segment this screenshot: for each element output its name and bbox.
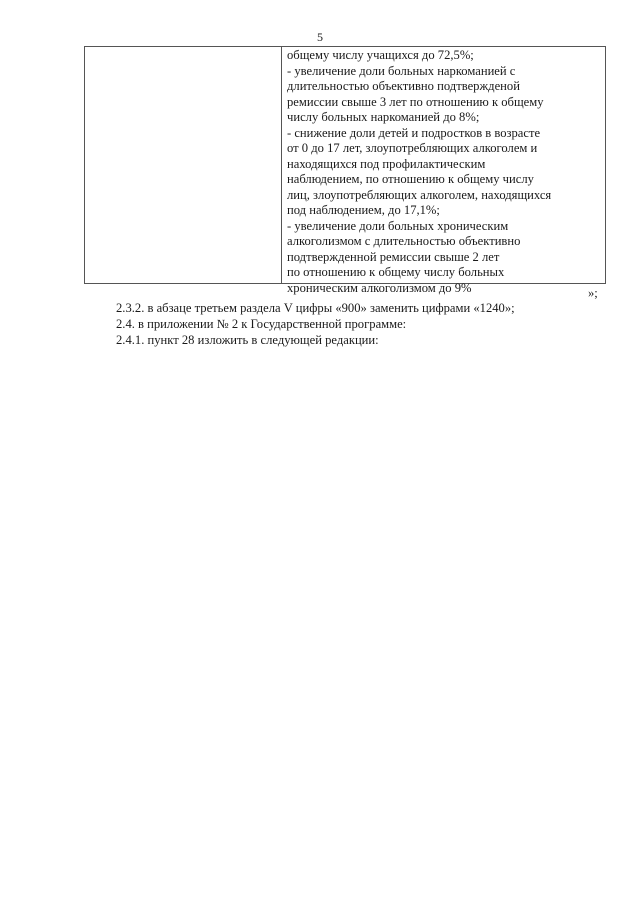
table-text-line: по отношению к общему числу больных (287, 265, 505, 279)
program-table (84, 46, 606, 295)
page-number: 5 (317, 30, 323, 44)
table-text-line: подтвержденной ремиссии свыше 2 лет (287, 249, 500, 264)
table-text-line: ремиссии свыше 3 лет по отношению к общему (287, 94, 544, 109)
table-right-cell (287, 48, 605, 296)
table-text-line: находящихся под профилактическим (287, 156, 486, 171)
table-column-divider (281, 47, 282, 283)
table-text-line: алкоголизмом с длительностью объективно (287, 234, 521, 248)
closing-quote: »; (588, 286, 598, 300)
table-text-line: хроническим алкоголизмом до 9% (287, 280, 472, 295)
table-text-line: числу больных наркоманией до 8%; (287, 110, 480, 124)
table-text-line: длительностью объективно подтвержденой (287, 79, 520, 93)
table-text-line: от 0 до 17 лет, злоупотребляющих алкоголем и (287, 141, 538, 155)
table-text-line: под наблюдением, до 17,1%; (287, 203, 440, 217)
paragraph-2-4: 2.4. в приложении № 2 к Государственной программе: (116, 317, 407, 331)
table-text-line: общему числу учащихся до 72,5%; (287, 48, 474, 62)
table-text-line: наблюдением, по отношению к общему числу (287, 172, 534, 186)
table-text-line: - увеличение доли больных хроническим (287, 218, 509, 233)
paragraph-2-3-2: 2.3.2. в абзаце третьем раздела V цифры «900» заменить цифрами «1240»; (116, 301, 515, 315)
table-text-line: лиц, злоупотребляющих алкоголем, находящихся (287, 187, 552, 202)
paragraph-2-4-1: 2.4.1. пункт 28 изложить в следующей редакции: (116, 333, 379, 347)
table-text-line: - снижение доли детей и подростков в возрасте (287, 125, 541, 140)
table-text-line: - увеличение доли больных наркоманией с (287, 63, 516, 78)
